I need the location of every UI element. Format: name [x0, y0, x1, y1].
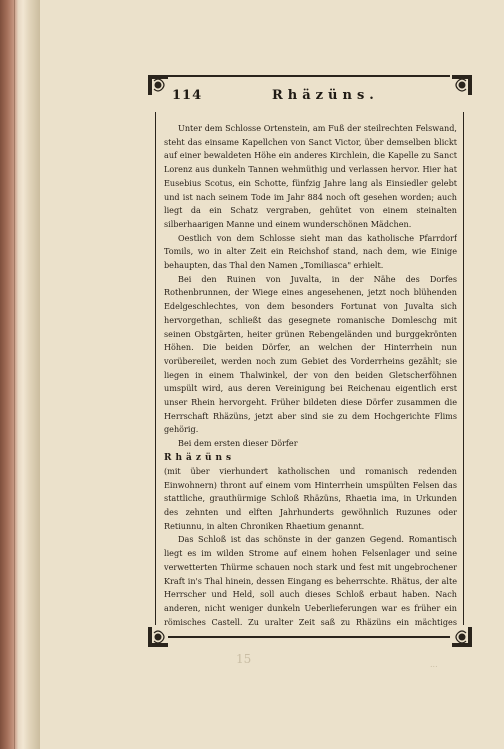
frame-rule-left [155, 112, 156, 625]
paragraph: Bei den Ruinen von Juvalta, in der Nähe des Dorfes Rothenbrunnen, der Wiege eines angesehenen, jetzt noch blühenden Edelgeschlechtes, von dem besonders Fortunat von Juvalta sich hervorgethan, schließt das gesegnete romanische Domleschg mit seinen Obstgärten, heiter grünen Rebengeländen und burggekrönten Höhen. Die beiden Dörfer, an welchen der Hinterrhein nun vorübereilet, werden noch zum Gebiet des Vorderrheins gezählt; sie liegen in einem Thalwinkel, der von den beiden Gletscherföhnen umspült wird, aus deren Vereinigung bei Reichenau eigentlich erst unser Rhein hervorgeht. Früher bildeten diese Dörfer zusammen die Herrschaft Rhäzüns, jetzt aber sind sie zu dem Hochgerichte Flims gehörig. [164, 273, 457, 435]
section-heading: Rhäzüns [164, 452, 236, 463]
running-head: Rhäzüns. [272, 88, 379, 103]
corner-ornament-top-left [145, 72, 171, 98]
bleed-through-mark: ... [430, 660, 438, 669]
body-text [164, 122, 457, 627]
corner-ornament-bottom-right [449, 624, 475, 650]
page-number: 114 [172, 88, 203, 103]
paragraph: Oestlich von dem Schlosse sieht man das katholische Pfarrdorf Tomils, wo in alter Zeit ein Reichshof stand, nach dem, wie Einige behaupten, das Thal den Namen „Tomiliasca" erhielt. [164, 232, 457, 271]
frame-rule-bottom [168, 636, 450, 638]
paragraph: (mit über vierhundert katholischen und romanisch redenden Einwohnern) thront auf einem vom Hinterrhein umspülten Felsen das stattliche, grauthürmige Schloß Rhäzüns, Rhaetia ima, in Urkunden des zehnten und elften Jahrhunderts gewöhnlich Ruzunes oder Retiunnu, in alten Chroniken Rhaetium genannt. [164, 465, 457, 531]
paragraph: Bei dem ersten dieser Dörfer [178, 438, 298, 449]
book-spine-edge [0, 0, 40, 749]
bleed-through-mark: 15 [236, 652, 252, 666]
header-rule [148, 75, 450, 77]
paragraph: Das Schloß ist das schönste in der ganzen Gegend. Romantisch liegt es im wilden Strome auf einem hohen Felsenlager und seine verwetterten Thürme schauen noch stark und fest mit ungebrochener Kraft in's Thal hinein, dessen Eingang es beherrschte. Rhätus, der alte Herrscher und Held, soll auch dieses Schloß erbaut haben. Nach anderen, nicht weniger dunkeln Ueberlieferungen war es früher ein römisches Castell. Zu uralter Zeit saß zu Rhäzüns ein mächtiges [164, 534, 457, 627]
corner-ornament-top-right [449, 72, 475, 98]
paragraph: Unter dem Schlosse Ortenstein, am Fuß der steilrechten Felswand, steht das einsame Kapellchen von Sanct Victor, über demselben blickt auf einer bewaldeten Höhe ein anderes Kirchlein, die Kapelle zu Sanct Lorenz aus dunkeln Tannen wehmüthig und verlassen hervor. Hier hat Eusebius Scotus, ein Schotte, fünfzig Jahre lang als Einsiedler gelebt und ist nach seinem Tode im Jahr 884 noch oft gesehen worden; auch liegt da ein Schatz vergraben, gehütet von einem steinalten silberhaarigen Manne und einem wunderschönen Mädchen. [164, 123, 457, 229]
frame-rule-right [463, 112, 464, 625]
